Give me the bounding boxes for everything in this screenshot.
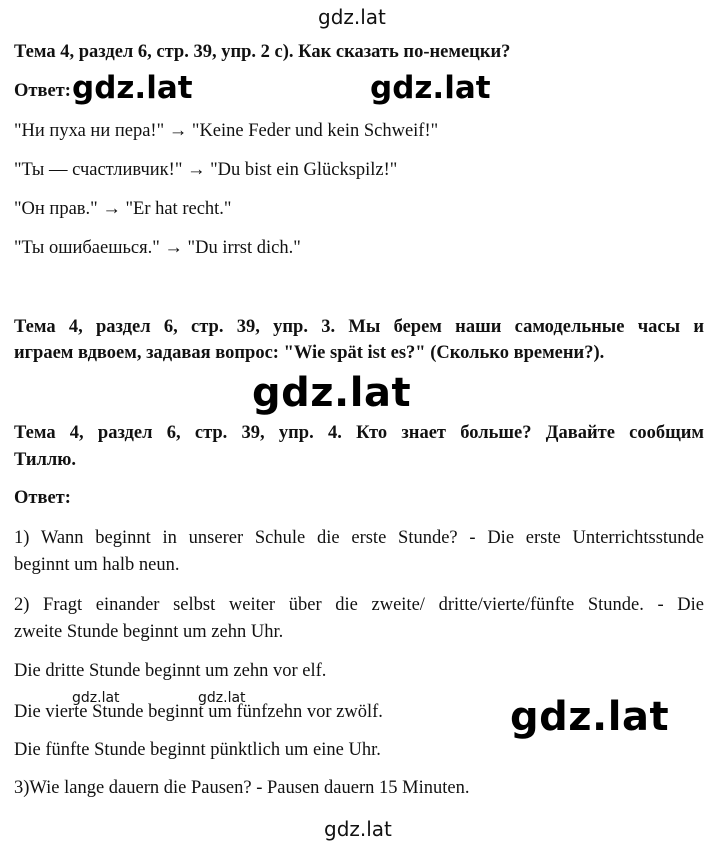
answer-line-dritte: Die dritte Stunde beginnt um zehn vor elf. xyxy=(14,661,327,681)
translation-line-4: "Ты ошибаешься." → "Du irrst dich." xyxy=(14,238,301,258)
section2-heading-line1: Тема 4, раздел 6, стр. 39, упр. 3. Мы берем наши самодельные часы и xyxy=(14,317,704,337)
section1-answer-label: Ответ: xyxy=(14,81,71,101)
section3-heading-line1: Тема 4, раздел 6, стр. 39, упр. 4. Кто знает больше? Давайте сообщим xyxy=(14,423,704,443)
watermark-tiny-b: gdz.lat xyxy=(198,690,246,706)
section3-heading-line2: Тиллю. xyxy=(14,450,77,470)
section1-heading: Тема 4, раздел 6, стр. 39, упр. 2 c). Как сказать по-немецки? xyxy=(14,42,511,62)
translation-line-3: "Он прав." → "Er hat recht." xyxy=(14,199,232,219)
watermark-center: gdz.lat xyxy=(252,370,412,416)
watermark-tiny-a: gdz.lat xyxy=(72,690,120,706)
answer-1-line1: 1) Wann beginnt in unserer Schule die erste Stunde? - Die erste Unterrichtsstunde xyxy=(14,528,704,548)
translation-line-1: "Ни пуха ни пера!" → "Keine Feder und kein Schweif!" xyxy=(14,121,439,141)
watermark-bottom: gdz.lat xyxy=(324,817,392,841)
translation-line-2: "Ты — счастливчик!" → "Du bist ein Glückspilz!" xyxy=(14,160,398,180)
answer-1-line2: beginnt um halb neun. xyxy=(14,555,180,575)
watermark-right-big: gdz.lat xyxy=(510,694,670,740)
answer-line-fuenfte: Die fünfte Stunde beginnt pünktlich um eine Uhr. xyxy=(14,740,381,760)
answer-3: 3)Wie lange dauern die Pausen? - Pausen dauern 15 Minuten. xyxy=(14,778,470,798)
section2-heading-line2: играем вдвоем, задавая вопрос: "Wie spät ist es?" (Сколько времени?). xyxy=(14,343,605,363)
answer-2-line2: zweite Stunde beginnt um zehn Uhr. xyxy=(14,622,284,642)
watermark-answer-b: gdz.lat xyxy=(370,70,491,106)
answer-line-vierte: Die vierte Stunde beginnt um fünfzehn vor zwölf. xyxy=(14,702,383,722)
section3-answer-label: Ответ: xyxy=(14,488,71,508)
watermark-top: gdz.lat xyxy=(318,5,386,29)
watermark-answer-a: gdz.lat xyxy=(72,70,193,106)
answer-2-line1: 2) Fragt einander selbst weiter über die zweite/ dritte/vierte/fünfte Stunde. - Die xyxy=(14,595,704,615)
